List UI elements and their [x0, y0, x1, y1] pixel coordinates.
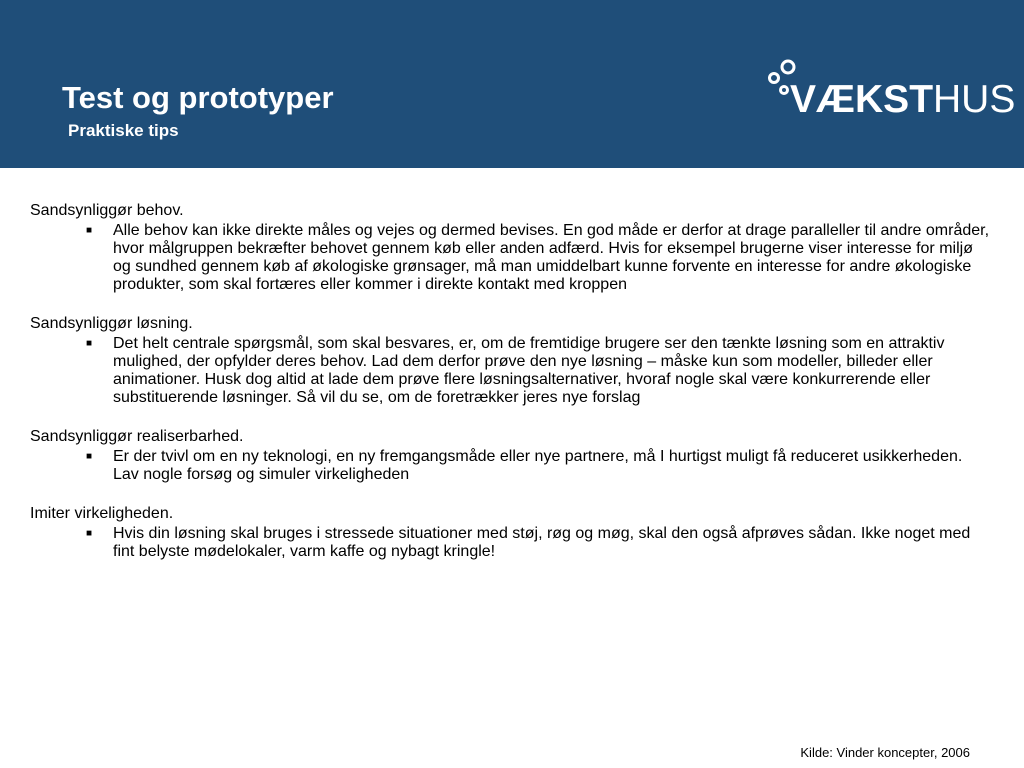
slide-subtitle: Praktiske tips	[68, 121, 179, 140]
bullet-text: Alle behov kan ikke direkte måles og vejes og dermed bevises. En god måde er derfor at drage paralleller til andre områder, hvor målgruppen bekræfter behovet gennem køb eller anden adfærd. Hvis for eksempel brugerne viser interesse for miljø og sundhed gennem køb af økologiske grønsager, må man umiddelbart kunne forvente en interesse for andre økologiske produkter, som skal fortæres eller kommer i direkte kontakt med kroppen	[113, 222, 990, 293]
bullet-text: Hvis din løsning skal bruges i stressede situationer med støj, røg og møg, skal den også afprøves sådan. Ikke noget med fint belyste mødelokaler, varm kaffe og nybagt kringle!	[113, 525, 971, 560]
bullet-item	[86, 335, 992, 407]
section-heading: Imiter virkeligheden.	[30, 505, 174, 522]
section-heading: Sandsynliggør behov.	[30, 202, 184, 219]
square-bullet-icon: ■	[86, 451, 93, 462]
section-heading: Sandsynliggør løsning.	[30, 315, 193, 332]
header-banner	[0, 0, 1024, 168]
bullet-text: Det helt centrale spørgsmål, som skal besvares, er, om de fremtidige brugere ser den tænkte løsning som en attraktiv mulighed, der opfylder deres behov. Lad dem derfor prøve den nye løsning – måske kun som modeller, billeder eller animationer. Husk dog altid at lade dem prøve flere løsningsalternativer, hvoraf nogle skal være konkurrerende eller substituerende løsninger. Så vil du se, om de foretrækker jeres nye forslag	[113, 335, 945, 406]
square-bullet-icon: ■	[86, 225, 93, 236]
logo-text-light: HUS	[933, 78, 1016, 121]
square-bullet-icon: ■	[86, 338, 93, 349]
bullet-text: Er der tvivl om en ny teknologi, en ny fremgangsmåde eller nye partnere, må I hurtigst muligt få reduceret usikkerheden. Lav nogle forsøg og simuler virkeligheden	[113, 448, 963, 483]
vaeksthus-logo	[764, 56, 1016, 126]
section-loesning	[30, 314, 992, 407]
bullet-item	[86, 448, 992, 484]
section-heading: Sandsynliggør realiserbarhed.	[30, 428, 244, 445]
slide-content	[30, 201, 992, 581]
section-behov	[30, 201, 992, 294]
logo-wordmark	[790, 78, 1015, 122]
bullet-item	[86, 525, 992, 561]
bullet-item	[86, 222, 992, 294]
section-virkelighed	[30, 504, 992, 561]
source-footnote: Kilde: Vinder koncepter, 2006	[800, 745, 970, 760]
logo-text-bold: VÆKST	[790, 78, 934, 121]
section-realiserbarhed	[30, 427, 992, 484]
square-bullet-icon: ■	[86, 528, 93, 539]
slide-title: Test og prototyper	[62, 80, 334, 115]
